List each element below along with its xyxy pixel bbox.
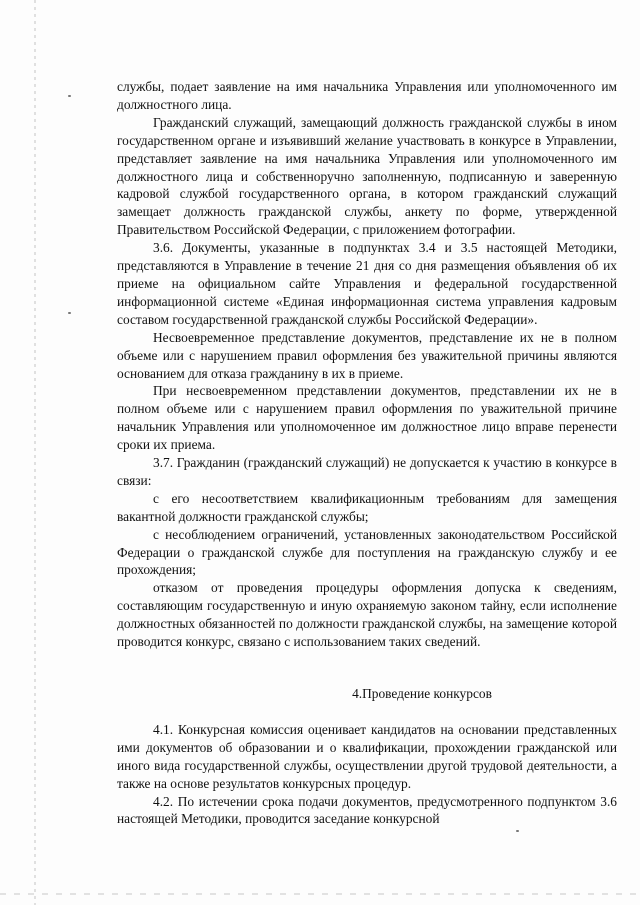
paragraph-3-6: 3.6. Документы, указанные в подпунктах 3.4 и 3.5 настоящей Методики, представляются в Управление в течение 21 дня со дня размещения объявления об их приеме на официальном сайте Управления и федеральной государственной информационной системе «Единая информационная система управления кадровым составом государственной гражданской службы Российской Федерации». [117, 240, 617, 327]
document-body [117, 78, 617, 828]
paragraph-civil-servant-other-organ: Гражданский служащий, замещающий должность гражданской службы в ином государственном органе и изъявивший желание участвовать в конкурсе в Управлении, представляет заявление на имя начальника Управления или уполномоченного им должностного лица и собственноручно заполненную, подписанную и заверенную кадровой службой государственного органа, в котором гражданский служащий замещает должность гражданской службы, анкету по форме, утвержденной Правительством Российской Федерации, с приложением фотографии. [117, 114, 617, 238]
paragraph-3-7: 3.7. Гражданин (гражданский служащий) не допускается к участию в конкурсе в связи: [117, 455, 617, 488]
scan-bottom-artifact [0, 893, 640, 895]
paragraph-valid-reason: При несвоевременном представлении документов, представлении их не в полном объеме или с нарушением правил оформления по уважительной причине начальник Управления или уполномоченное им должностное лицо вправе перенести сроки их приема. [117, 383, 617, 453]
list-item-qualification: с его несоответствием квалификационным требованиям для замещения вакантной должности гражданской службы; [117, 490, 617, 524]
scan-edge-artifact [34, 0, 36, 905]
paragraph-4-2: 4.2. По истечении срока подачи документов, предусмотренного подпунктом 3.6 настоящей Методики, проводится заседание конкурсной [117, 793, 617, 827]
list-item-restrictions: с несоблюдением ограничений, установленных законодательством Российской Федерации о гражданской службе для поступления на гражданскую службу и ее прохождения; [117, 526, 617, 578]
scan-speck [68, 312, 71, 314]
paragraph-continuation: службы, подает заявление на имя начальника Управления или уполномоченного им должностного лица. [117, 79, 617, 112]
scan-speck [516, 830, 519, 832]
list-item-clearance-refusal: отказом от проведения процедуры оформления допуска к сведениям, составляющим государственную и иную охраняемую законом тайну, если исполнение должностных обязанностей по должности гражданской службы, на замещение которой проводится конкурс, связано с использованием таких сведений. [117, 580, 617, 650]
paragraph-late-submission: Несвоевременное представление документов, представление их не в полном объеме или с нарушением правил оформления без уважительной причины являются основанием для отказа гражданину в их в приеме. [117, 329, 617, 381]
scan-speck [68, 95, 71, 97]
section-heading: 4.Проведение конкурсов [352, 686, 492, 701]
paragraph-4-1: 4.1. Конкурсная комиссия оценивает кандидатов на основании представленных ими документов об образовании и о квалификации, прохождении гражданской или иного вида государственной службы, осуществлении другой трудовой деятельности, а также на основе результатов конкурсных процедур. [117, 721, 617, 791]
